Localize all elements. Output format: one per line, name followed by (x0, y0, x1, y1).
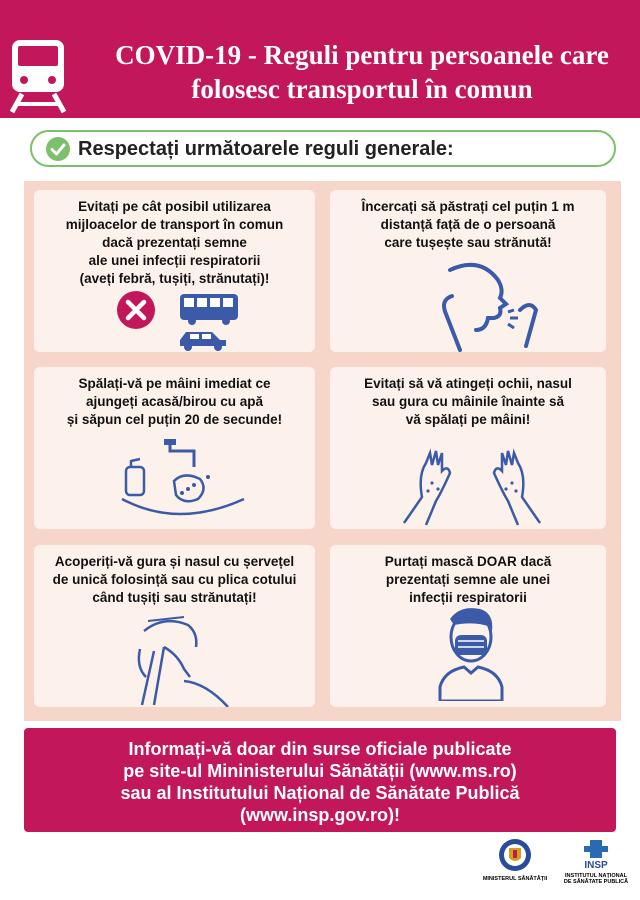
rule-card-cover-cough (34, 545, 315, 707)
rules-heading-text: Respectați următoarele reguli generale: (78, 138, 454, 160)
face-mask-icon (436, 607, 506, 701)
rule-text: Încercați să păstrați cel puțin 1 m distanță față de o persoană care tușește sau strănută! (361, 199, 575, 250)
rule-card-distance (330, 190, 606, 352)
rule-card-mask (330, 545, 606, 707)
header-banner (0, 0, 640, 118)
germy-hands-icon (402, 445, 542, 529)
rule-card-no-touch (330, 367, 606, 529)
title-line-2: folosesc transportul în comun (191, 74, 533, 104)
ministry-logo (480, 838, 550, 888)
rule-text: Purtați mască DOAR dacă prezentați semne ale unei infecții respiratorii (384, 554, 552, 605)
rule-card-avoid-transport (34, 190, 315, 352)
rule-text: Evitați pe cât posibil utilizarea mijloacelor de transport în comun dacă prezentați semne ale unei infecții respiratorii (aveți febră, tușiți, strănutați)! (65, 199, 284, 286)
info-text: Informați-vă doar din surse oficiale publicate pe site-ul Mininisterului Sănătății (www.ms.ro) sau al Institutului Național de Sănătate Publică (www.insp.gov.ro)! (120, 739, 520, 825)
check-circle-icon (46, 137, 70, 161)
cover-cough-icon (124, 611, 234, 707)
rule-text: Evitați să vă atingeți ochii, nasul sau gura cu mâinile înainte să vă spălați pe mâini! (364, 376, 572, 427)
rule-card-wash-hands (34, 367, 315, 529)
info-banner (24, 728, 616, 832)
ministry-caption: MINISTERUL SĂNĂTĂȚII (482, 876, 548, 882)
coughing-person-icon (430, 260, 540, 352)
page-title (92, 38, 632, 106)
no-transport-icon (116, 290, 256, 352)
title-line-1: COVID-19 - Reguli pentru persoanele care (115, 40, 609, 70)
train-icon (0, 30, 80, 118)
ministry-crest-icon (480, 838, 550, 874)
rule-text: Spălați-vă pe mâini imediat ce ajungeți acasă/birou cu apă și săpun cel puțin 20 de secunde! (66, 376, 283, 427)
insp-caption: INSTITUTUL NAȚIONAL DE SĂNĂTATE PUBLICĂ (563, 873, 629, 885)
insp-emblem-icon (560, 838, 632, 860)
rules-heading (30, 130, 616, 167)
hand-washing-icon (118, 437, 248, 527)
rule-text: Acoperiți-vă gura și nasul cu șervețel de unică folosință sau cu plica cotului când tușiți sau strănutați! (52, 554, 297, 605)
insp-logo (560, 838, 632, 892)
insp-label: INSP (584, 860, 608, 871)
